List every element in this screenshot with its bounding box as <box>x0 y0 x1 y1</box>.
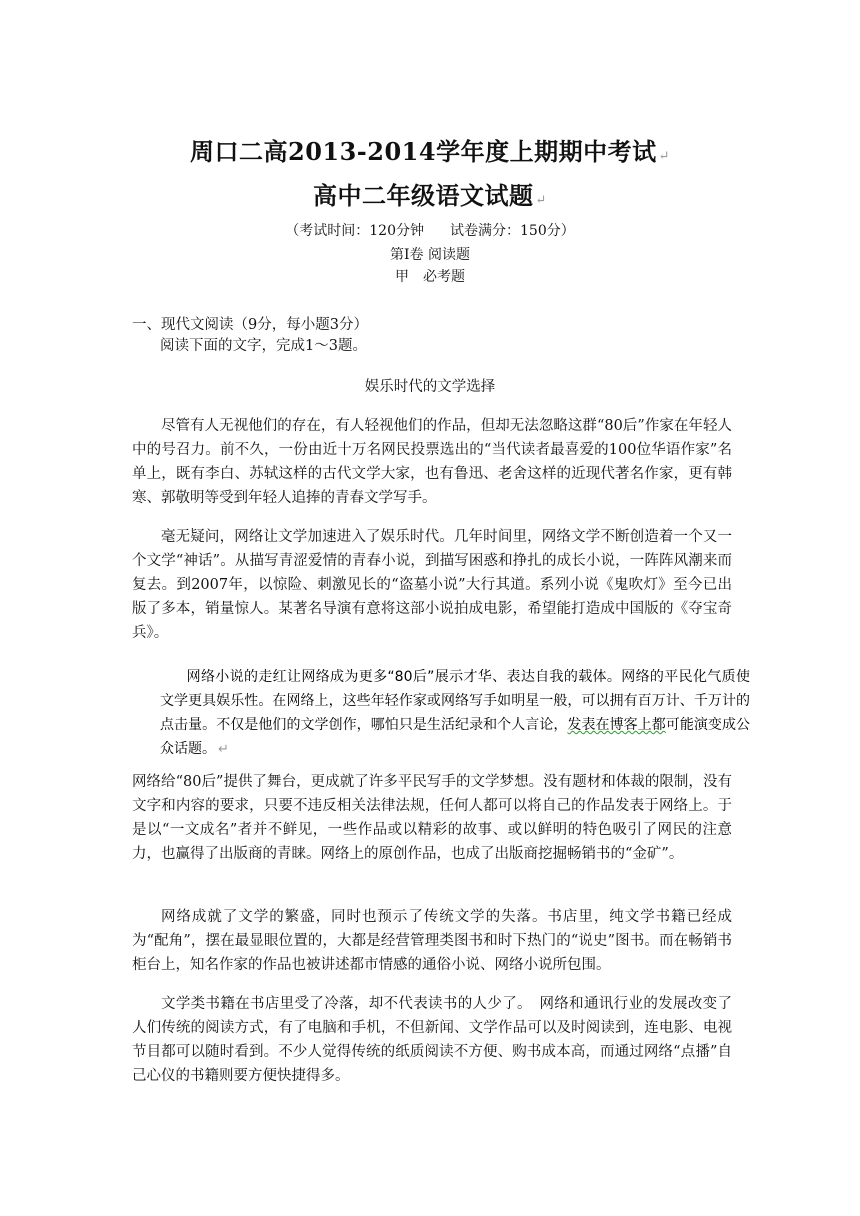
paragraph-text: 可能演变成公众话题。 <box>160 717 751 757</box>
essay-title: 娱乐时代的文学选择 <box>364 379 496 395</box>
exam-time: （考试时间：120分钟 <box>285 223 424 239</box>
exam-subtitle-text: 高中二年级语文试题 <box>313 181 534 210</box>
full-score: 试卷满分：150分） <box>450 223 575 239</box>
exam-title-text: 周口二高2013-2014学年度上期期中考试 <box>190 137 657 166</box>
essay-paragraph: 网络给“80后”提供了舞台，更成就了许多平民写手的文学梦想。没有题材和体裁的限制，没有文字和内容的要求，只要不违反相关法律法规，任何人都可以将自己的作品发表于网络上。于是以“一文成名”者并不鲜见，一些作品或以精彩的故事、或以鲜明的特色吸引了网民的注意力，也赢得了出版商的青睐。网络上的原创作品，也成了出版商挖掘畅销书的“金矿”。 <box>132 774 732 862</box>
paragraph-mark-icon: ↵ <box>658 149 670 164</box>
section-heading: 一、现代文阅读（9分，每小题3分） <box>132 317 368 333</box>
essay-paragraph: 尽管有人无视他们的存在，有人轻视他们的作品，但却无法忽略这群“80后”作家在年轻人中的号召力。前不久，一份由近十万名网民投票选出的“当代读者最喜爱的100位华语作家”名单上，既有李白、苏轼这样的古代文学大家，也有鲁迅、老舍这样的近现代著名作家，更有韩寒、郭敬明等受到年轻人追捧的青春文学写手。 <box>132 418 732 506</box>
essay-paragraph: 文学类书籍在书店里受了冷落，却不代表读书的人少了。 网络和通讯行业的发展改变了人们传统的阅读方式，有了电脑和手机，不但新闻、文学作品可以及时阅读到，连电影、电视节目都可以随时看到。不少人觉得传统的纸质阅读不方便、购书成本高，而通过网络“点播”自己心仪的书籍则要方便快捷得多。 <box>132 996 732 1084</box>
essay-paragraph: 毫无疑问，网络让文学加速进入了娱乐时代。几年时间里，网络文学不断创造着一个又一个文学“神话”。从描写青涩爱情的青春小说，到描写困惑和挣扎的成长小说，一阵阵风潮来而复去。到2007年，以惊险、刺激见长的“盗墓小说”大行其道。系列小说《鬼吹灯》至今已出版了多本，销量惊人。某著名导演有意将这部小说拍成电影，希望能打造成中国版的《夺宝奇兵》。 <box>132 529 732 641</box>
exam-title <box>0 132 860 167</box>
paragraph-text: 网络小说的走红让网络成为更多“80后”展示才华、表达自我的载体。网络的平民化气质使文学更具娱乐性。在网络上，这些年轻作家或网络写手如明星一般，可以拥有百万计、千万计的点击量。不仅是他们的文学创作，哪怕只是生活纪录和个人言论， <box>160 669 750 733</box>
essay-paragraph-pasted <box>160 665 750 762</box>
volume-label: 第Ⅰ卷 阅读题 <box>390 247 470 263</box>
essay-paragraph: 网络成就了文学的繁盛，同时也预示了传统文学的失落。书店里，纯文学书籍已经成为“配角”，摆在最显眼位置的，大都是经营管理类图书和时下热门的“说史”图书。而在畅销书柜台上，知名作家的作品也被讲述都市情感的通俗小说、网络小说所包围。 <box>132 909 732 973</box>
paragraph-mark-icon: ↵ <box>218 742 229 757</box>
paragraph-mark-icon: ↵ <box>535 193 547 208</box>
required-label: 甲 必考题 <box>395 269 465 285</box>
spellcheck-underlined-text: 发表在博客上都 <box>567 717 666 733</box>
exam-info <box>0 220 860 240</box>
section-instruction: 阅读下面的文字，完成1～3题。 <box>160 338 367 354</box>
exam-subtitle <box>0 176 860 211</box>
